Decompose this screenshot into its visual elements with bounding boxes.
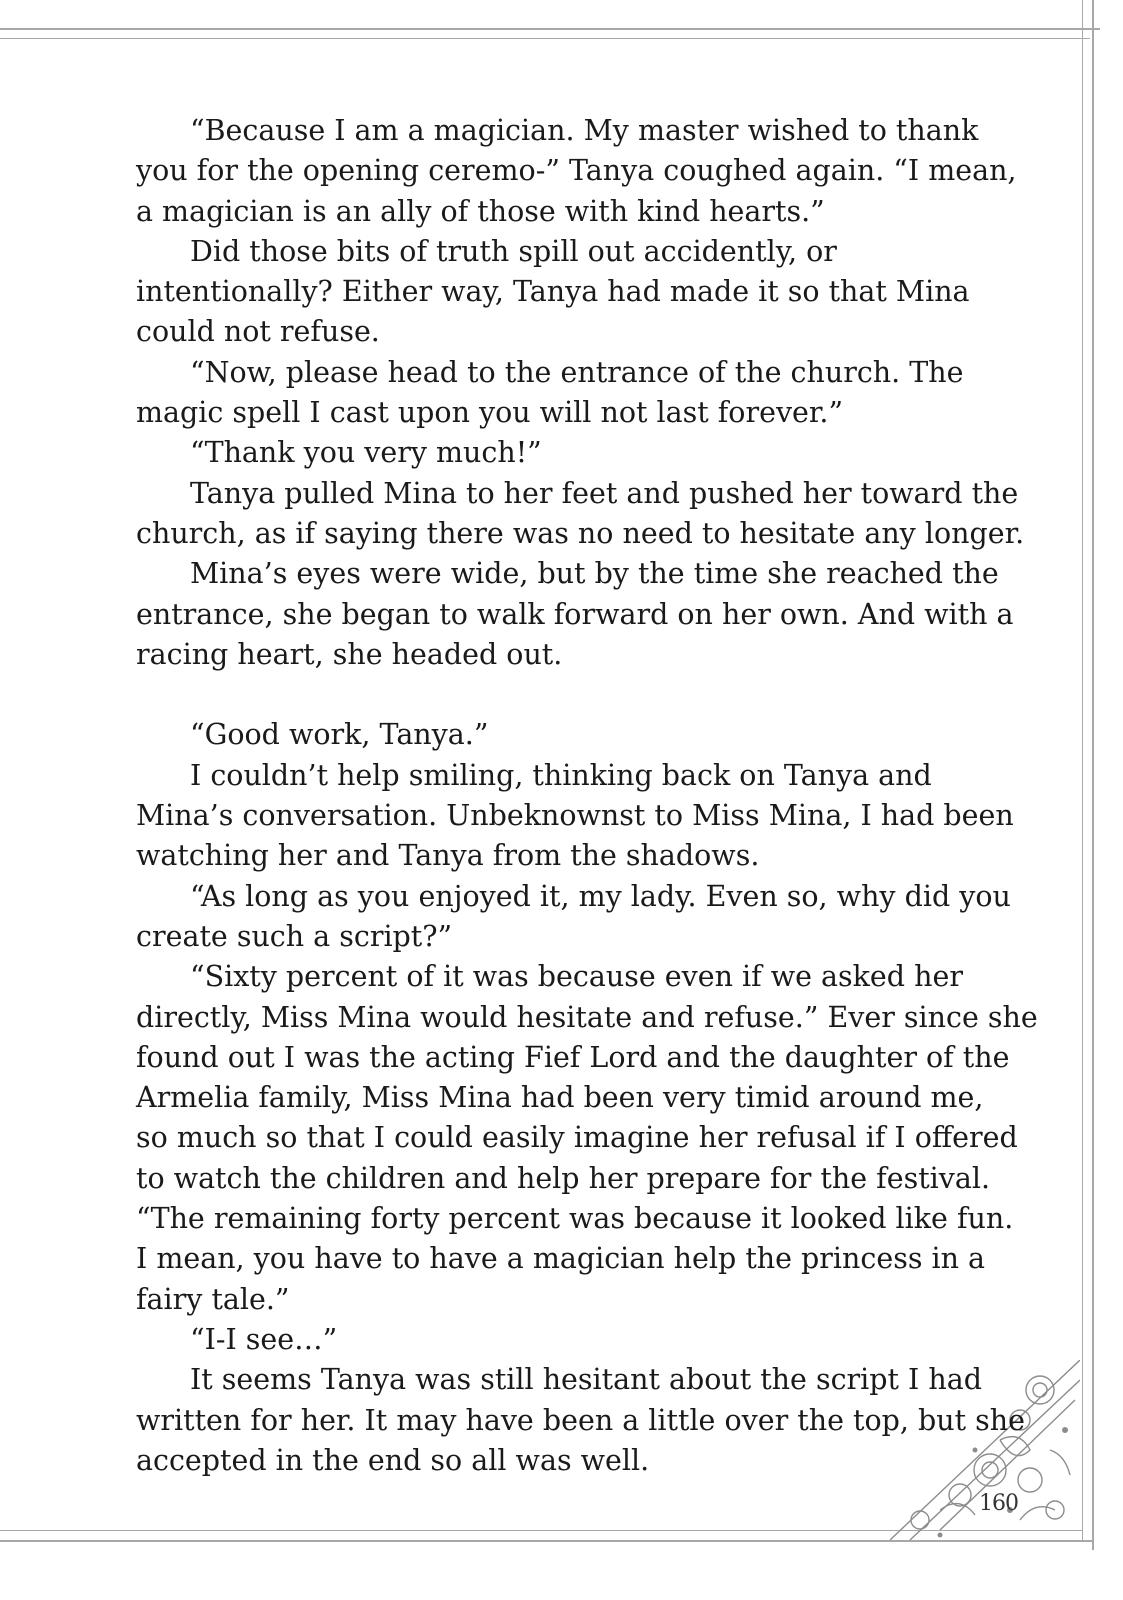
text-line: fairy tale.”: [136, 1282, 290, 1316]
text-line: create such a script?”: [136, 919, 453, 953]
text-line: directly, Miss Mina would hesitate and refuse.” Ever since she: [136, 1000, 1038, 1034]
text-line: could not refuse.: [136, 315, 380, 349]
text-line: racing heart, she headed out.: [136, 637, 563, 671]
page-body-text: [136, 111, 1038, 1481]
text-line: magic spell I cast upon you will not last forever.”: [136, 396, 844, 430]
paragraph-9: [136, 877, 1021, 958]
text-line: entrance, she began to walk forward on her own. And with a: [136, 597, 1014, 631]
text-line: Armelia family, Miss Mina had been very timid around me,: [136, 1081, 984, 1115]
paragraph-2: [136, 232, 1021, 353]
paragraph-10: [136, 957, 1038, 1320]
text-line: “Because I am a magician. My master wished to thank: [190, 114, 979, 147]
text-line: watching her and Tanya from the shadows.: [136, 839, 760, 873]
text-line: so much so that I could easily imagine her refusal if I offered: [136, 1121, 1018, 1155]
right-border-line: [1092, 0, 1094, 1550]
text-line: church, as if saying there was no need to hesitate any longer.: [136, 516, 1025, 550]
text-line: I couldn’t help smiling, thinking back on Tanya and: [190, 758, 932, 792]
paragraph-8: [136, 756, 1021, 877]
paragraph-5: [136, 474, 1025, 555]
text-line: Mina’s eyes were wide, but by the time she reached the: [190, 557, 999, 591]
text-line: intentionally? Either way, Tanya had made it so that Mina: [136, 275, 970, 309]
paragraph-11: [136, 1320, 1021, 1360]
right-border-line-inner: [1082, 0, 1083, 1540]
paragraph-6: [136, 554, 1021, 675]
text-line: a magician is an ally of those with kind hearts.”: [136, 194, 825, 228]
scene-break: [136, 675, 1021, 715]
paragraph-7: [136, 715, 1021, 755]
text-line: “I-I see…”: [190, 1322, 338, 1356]
paragraph-12: [136, 1360, 1025, 1481]
text-line: found out I was the acting Fief Lord and the daughter of the: [136, 1040, 1010, 1074]
paragraph-4: [136, 433, 1021, 473]
text-line: Mina’s conversation. Unbeknownst to Miss Mina, I had been: [136, 799, 1014, 833]
text-line: Tanya pulled Mina to her feet and pushed her toward the: [190, 476, 1019, 510]
text-line: “Thank you very much!”: [190, 436, 542, 470]
text-line: written for her. It may have been a little over the top, but she: [136, 1403, 1025, 1437]
text-line: “As long as you enjoyed it, my lady. Even so, why did you: [190, 879, 1011, 913]
text-line: to watch the children and help her prepare for the festival.: [136, 1161, 991, 1195]
text-line: accepted in the end so all was well.: [136, 1443, 650, 1477]
top-border-line: [0, 28, 1100, 30]
text-line: I mean, you have to have a magician help the princess in a: [136, 1242, 986, 1276]
text-line: “Sixty percent of it was because even if we asked her: [190, 960, 963, 994]
page-number: 160: [979, 1491, 1018, 1516]
text-line: “Good work, Tanya.”: [190, 718, 489, 752]
text-line: “Now, please head to the entrance of the church. The: [190, 355, 964, 389]
text-line: It seems Tanya was still hesitant about the script I had: [190, 1363, 982, 1397]
text-line: “The remaining forty percent was because it looked like fun.: [136, 1202, 1014, 1236]
paragraph-3: [136, 353, 1021, 434]
text-line: you for the opening ceremo-” Tanya coughed again. “I mean,: [136, 154, 1017, 188]
top-border-line-inner: [0, 38, 1090, 39]
text-line: Did those bits of truth spill out accidently, or: [190, 234, 837, 268]
paragraph-1: [136, 111, 1021, 232]
